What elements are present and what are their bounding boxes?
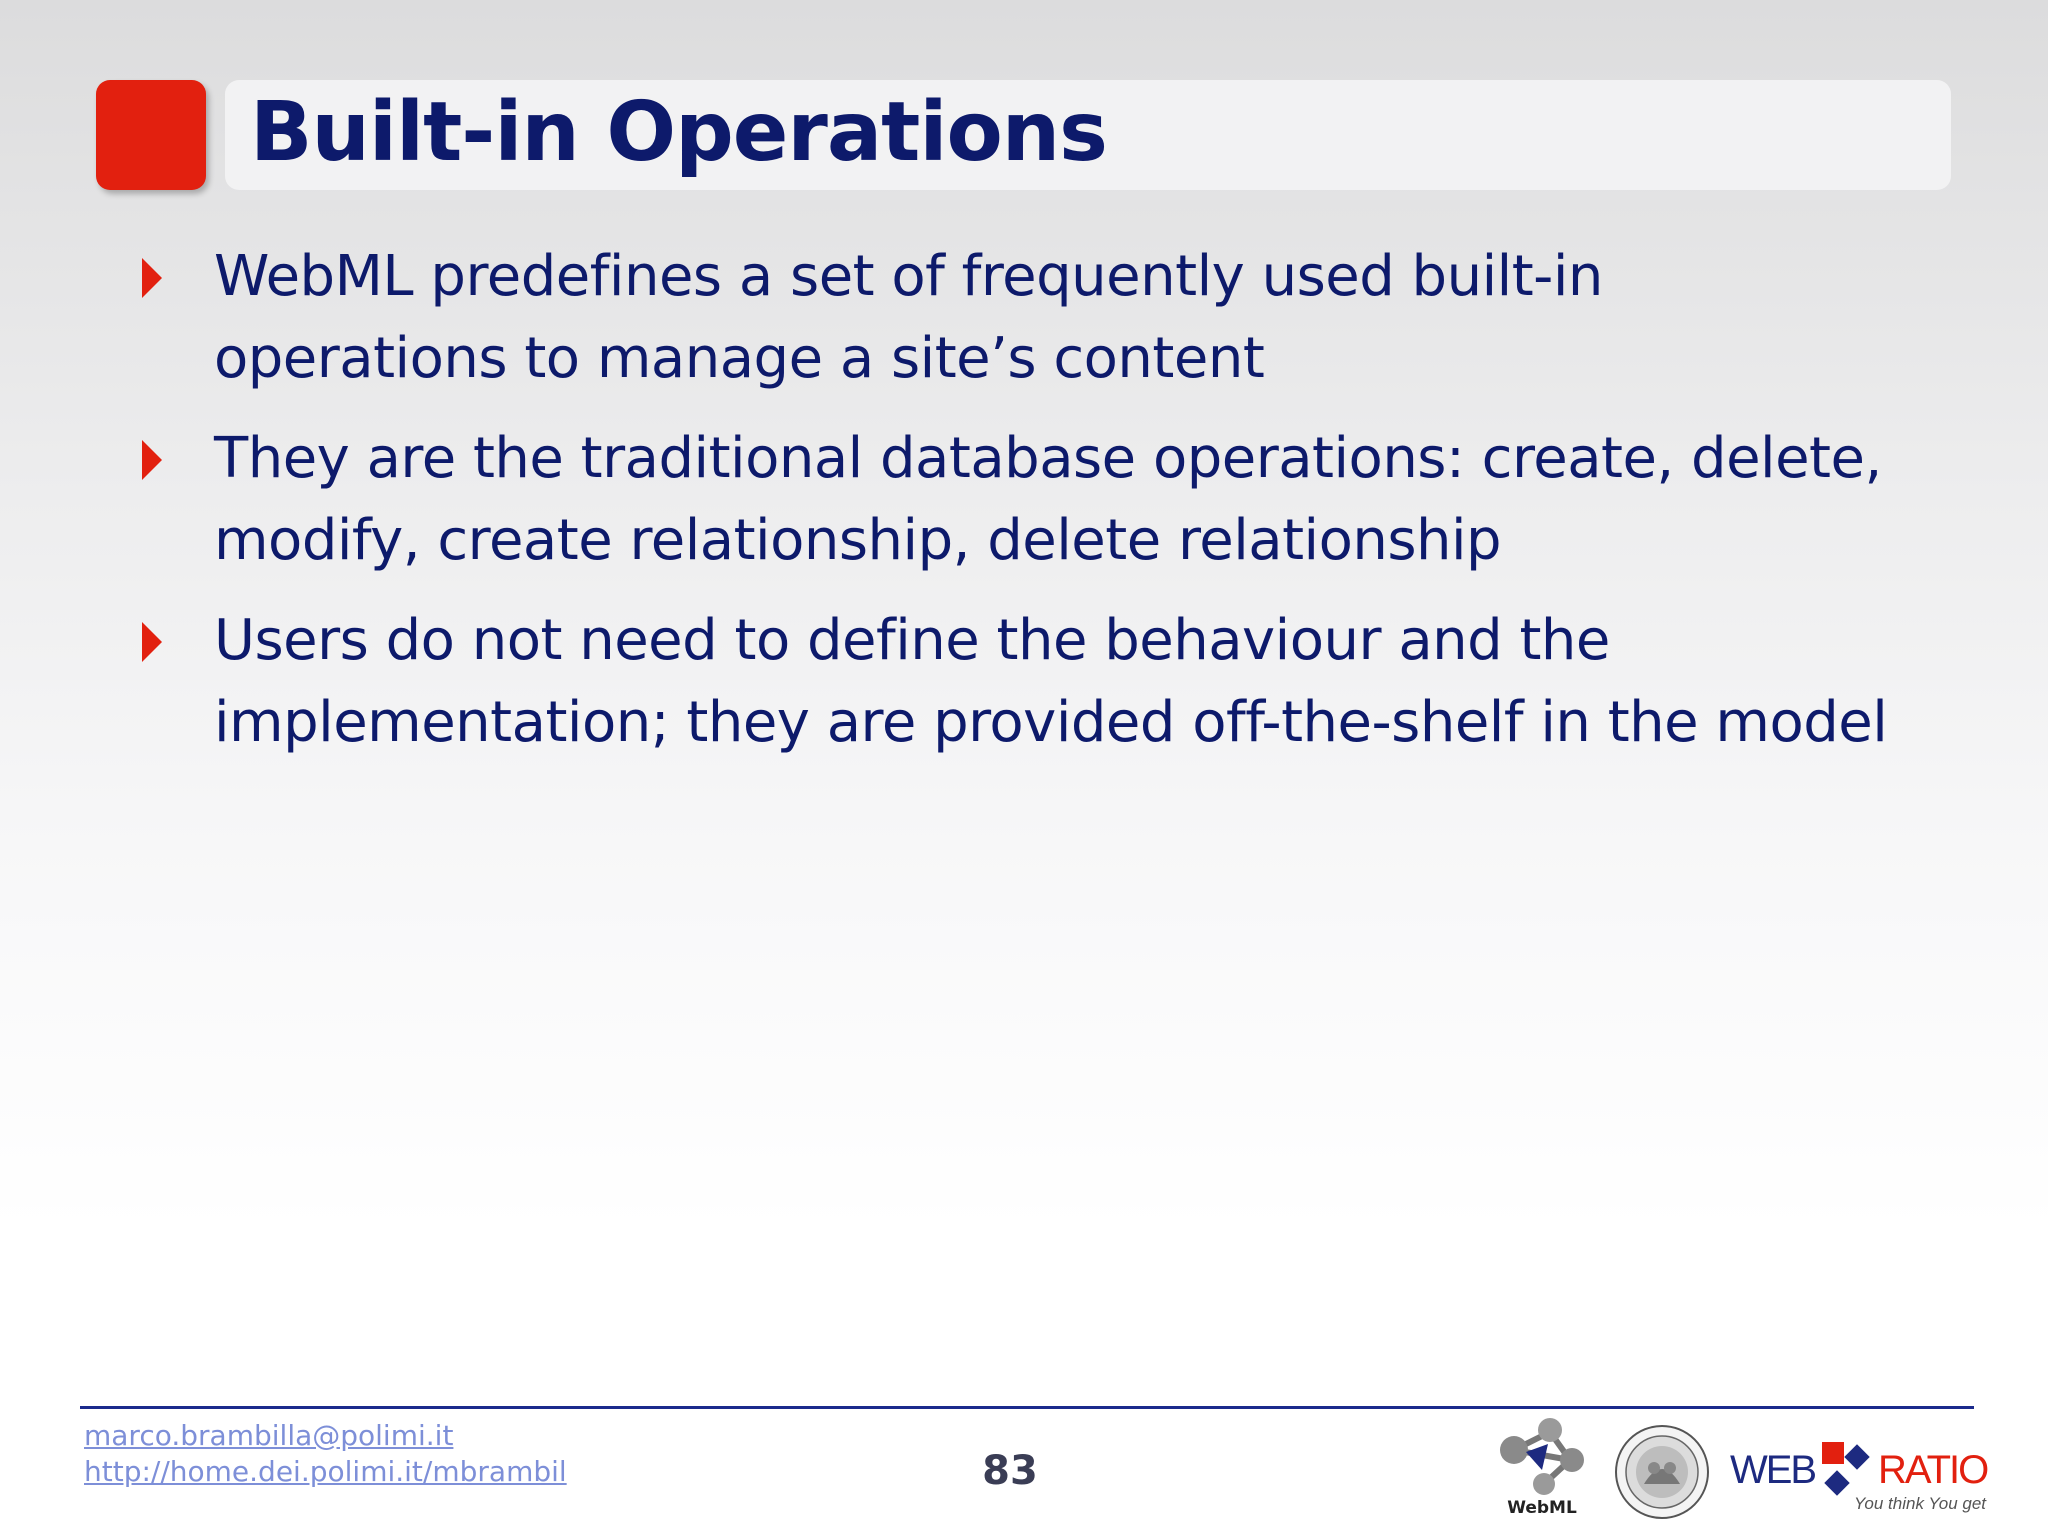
title-accent-square (96, 80, 206, 190)
bullet-item (140, 236, 1940, 400)
footer-contact (84, 1418, 567, 1490)
bullet-line: WebML predefines a set of frequently used built-in (214, 244, 1603, 309)
bullet-item (140, 600, 1940, 764)
webratio-diamonds-icon (1814, 1440, 1878, 1500)
homepage-link[interactable]: http://home.dei.polimi.it/mbrambil (84, 1455, 567, 1488)
webml-network-icon (1492, 1414, 1592, 1498)
bullet-line: implementation; they are provided off-the-shelf in the model (214, 690, 1888, 755)
bullet-line: Users do not need to define the behaviour and the (214, 608, 1610, 673)
bullet-arrow-icon (142, 622, 162, 662)
bullet-arrow-icon (142, 440, 162, 480)
webratio-tagline: You think You get (1854, 1494, 1987, 1513)
bullet-item (140, 418, 1940, 582)
webml-logo-label: WebML (1507, 1498, 1577, 1518)
webratio-web-text: WEB (1730, 1448, 1816, 1492)
bullet-text (214, 236, 1940, 400)
webratio-logo (1730, 1440, 1990, 1520)
webratio-ratio-text: RATIO (1878, 1448, 1988, 1492)
bullet-arrow-icon (142, 258, 162, 298)
footer-divider (80, 1406, 1974, 1409)
bullet-line: operations to manage a site’s content (214, 326, 1265, 391)
bullet-text (214, 418, 1940, 582)
bullet-line: modify, create relationship, delete relationship (214, 508, 1502, 573)
bullet-text (214, 600, 1940, 764)
webml-logo (1492, 1414, 1592, 1518)
email-link[interactable]: marco.brambilla@polimi.it (84, 1419, 454, 1452)
bullet-list (140, 236, 1940, 782)
slide-title: Built-in Operations (250, 85, 1107, 180)
bullet-line: They are the traditional database operations: create, delete, (214, 426, 1882, 491)
polimi-seal-logo (1614, 1424, 1710, 1520)
page-number: 83 (982, 1448, 1038, 1494)
seal-icon (1614, 1424, 1710, 1520)
